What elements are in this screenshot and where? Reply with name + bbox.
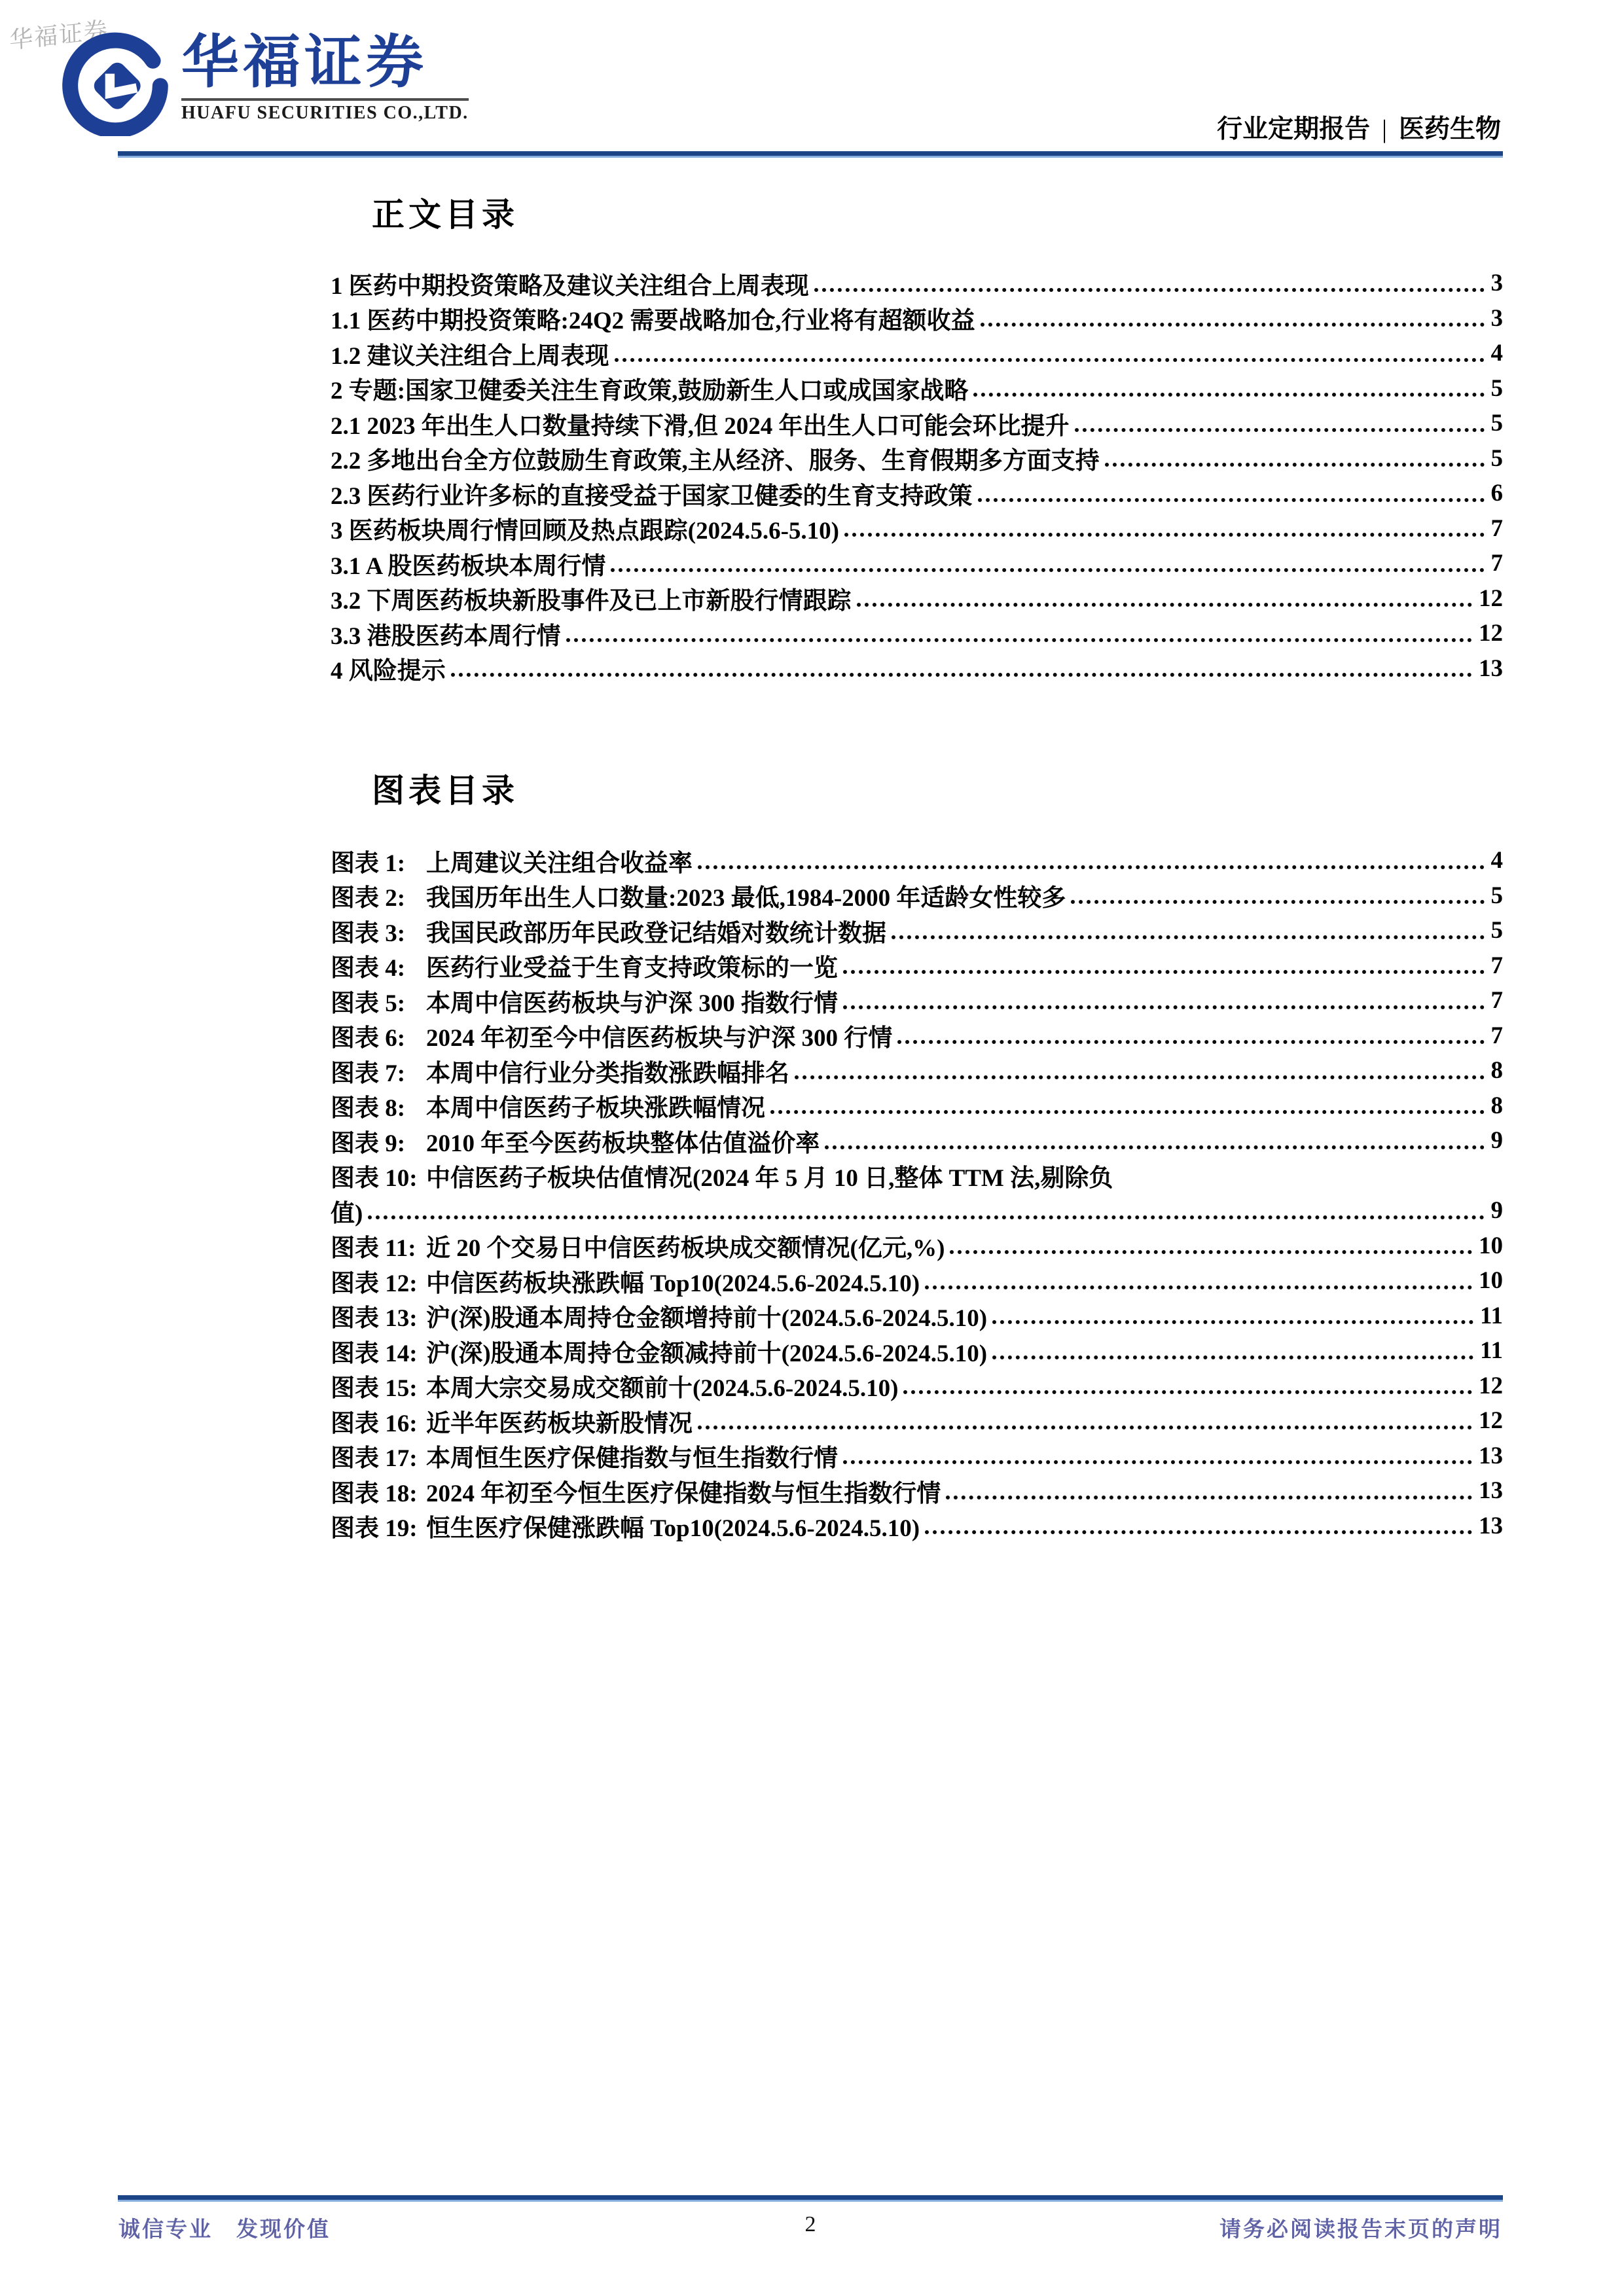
figure-entry-label: 图表 9: bbox=[331, 1130, 406, 1157]
figure-entry[interactable] bbox=[331, 983, 1503, 1018]
dot-leader bbox=[844, 533, 1485, 537]
figure-entry-label: 图表 7: bbox=[331, 1060, 406, 1087]
figure-entry[interactable] bbox=[331, 913, 1503, 948]
figure-entry-page: 10 bbox=[1479, 1232, 1503, 1259]
figure-entry[interactable] bbox=[331, 1158, 1503, 1194]
figure-entry-page: 12 bbox=[1479, 1407, 1503, 1435]
figure-entry[interactable] bbox=[331, 1369, 1503, 1404]
figure-entry-label: 图表 3: bbox=[331, 920, 406, 947]
toc-entry[interactable] bbox=[331, 651, 1503, 687]
figure-entry-page: 5 bbox=[1490, 882, 1503, 909]
figure-entry-page: 8 bbox=[1490, 1057, 1503, 1085]
dot-leader bbox=[897, 1040, 1484, 1044]
toc-entry-page: 5 bbox=[1490, 444, 1503, 472]
dot-leader bbox=[843, 970, 1485, 974]
figure-entry-text: 近 20 个交易日中信医药板块成交额情况(亿元,%) bbox=[426, 1235, 945, 1263]
dot-leader bbox=[566, 638, 1473, 642]
dot-leader bbox=[451, 673, 1472, 677]
dot-leader bbox=[892, 935, 1485, 939]
dot-leader bbox=[925, 1285, 1472, 1289]
figure-entry-text: 中信医药板块涨跌幅 Top10(2024.5.6-2024.5.10) bbox=[426, 1270, 920, 1297]
dot-leader bbox=[981, 323, 1485, 327]
toc-entry-text: 3.2 下周医药板块新股事件及已上市新股行情跟踪 bbox=[331, 588, 852, 615]
figure-entry-page: 5 bbox=[1490, 917, 1503, 944]
figure-entry-page: 13 bbox=[1479, 1442, 1503, 1469]
dot-leader bbox=[978, 498, 1485, 502]
toc-entry[interactable] bbox=[331, 406, 1503, 441]
dot-leader bbox=[992, 1320, 1473, 1324]
figure-entry-page: 11 bbox=[1480, 1337, 1503, 1365]
dot-leader bbox=[1105, 463, 1485, 467]
toc-entry[interactable] bbox=[331, 266, 1503, 301]
figure-entry-label: 图表 6: bbox=[331, 1025, 406, 1052]
dot-leader bbox=[698, 865, 1485, 869]
figure-entry-text: 2010 年至今医药板块整体估值溢价率 bbox=[426, 1130, 820, 1157]
figure-entry-label: 图表 15: bbox=[331, 1375, 418, 1403]
figure-entry-page: 11 bbox=[1480, 1302, 1503, 1329]
header-divider-light bbox=[118, 156, 1503, 158]
huafu-logo-swirl-icon bbox=[62, 31, 168, 136]
figure-entry-text: 本周大宗交易成交额前十(2024.5.6-2024.5.10) bbox=[426, 1375, 899, 1403]
toc-entry[interactable] bbox=[331, 546, 1503, 581]
figure-list-title: 图表目录 bbox=[372, 772, 518, 809]
toc-entry-page: 7 bbox=[1490, 550, 1503, 577]
figure-entry-text: 2024 年初至今中信医药板块与沪深 300 行情 bbox=[426, 1025, 893, 1052]
figure-entry-page: 8 bbox=[1490, 1092, 1503, 1119]
figure-entry-page: 13 bbox=[1479, 1512, 1503, 1539]
dot-leader bbox=[698, 1426, 1472, 1429]
figure-entry[interactable] bbox=[331, 1473, 1503, 1509]
figure-entry[interactable] bbox=[331, 1053, 1503, 1088]
toc-entry-text: 3.1 A 股医药板块本周行情 bbox=[331, 552, 606, 580]
toc-entry[interactable] bbox=[331, 371, 1503, 406]
figure-entry-text: 中信医药子板块估值情况(2024 年 5 月 10 日,整体 TTM 法,剔除负 bbox=[426, 1165, 1113, 1193]
figure-entry[interactable] bbox=[331, 1229, 1503, 1264]
toc-entry-page: 5 bbox=[1490, 410, 1503, 437]
dot-leader bbox=[843, 1005, 1485, 1009]
figure-entry[interactable] bbox=[331, 1088, 1503, 1124]
page-number: 2 bbox=[804, 2212, 816, 2236]
figure-entry-text: 本周中信医药子板块涨跌幅情况 bbox=[426, 1095, 765, 1122]
figure-entry[interactable] bbox=[331, 1509, 1503, 1544]
toc-entry[interactable] bbox=[331, 581, 1503, 617]
toc-entry-text: 3.3 港股医药本周行情 bbox=[331, 622, 561, 650]
figure-entry-label: 图表 10: bbox=[331, 1165, 418, 1193]
toc-entry-page: 13 bbox=[1479, 655, 1503, 682]
dot-leader bbox=[950, 1250, 1472, 1254]
figure-entry-page: 7 bbox=[1490, 952, 1503, 979]
report-type-label: 行业定期报告 bbox=[1217, 115, 1371, 143]
toc-entry-page: 4 bbox=[1490, 340, 1503, 367]
logo-divider bbox=[181, 98, 469, 101]
figure-entry-label: 图表 1: bbox=[331, 850, 406, 877]
toc-entry-page: 12 bbox=[1479, 620, 1503, 647]
figure-entry-label: 图表 14: bbox=[331, 1340, 418, 1367]
figure-entry-label: 图表 18: bbox=[331, 1480, 418, 1507]
dot-leader bbox=[368, 1215, 1484, 1219]
figure-entry[interactable] bbox=[331, 1263, 1503, 1299]
figure-entry[interactable] bbox=[331, 948, 1503, 984]
figure-entry-label: 图表 5: bbox=[331, 990, 406, 1017]
dot-leader bbox=[770, 1110, 1485, 1114]
toc-entry-text: 2 专题:国家卫健委关注生育政策,鼓励新生人口或成国家战略 bbox=[331, 378, 969, 405]
figure-entry[interactable] bbox=[331, 1439, 1503, 1474]
toc-entry-text: 1.1 医药中期投资策略:24Q2 需要战略加仓,行业将有超额收益 bbox=[331, 308, 975, 335]
toc-entry-text: 2.2 多地出台全方位鼓励生育政策,主从经济、服务、生育假期多方面支持 bbox=[331, 448, 1100, 475]
dot-leader bbox=[1075, 428, 1485, 432]
logo-cn-text: 华福证券 bbox=[181, 31, 428, 95]
figure-entry-text: 我国民政部历年民政登记结婚对数统计数据 bbox=[426, 920, 886, 947]
toc-entry-text: 2.3 医药行业许多标的直接受益于国家卫健委的生育支持政策 bbox=[331, 482, 973, 510]
figure-entry[interactable] bbox=[331, 843, 1503, 878]
toc-entry-page: 3 bbox=[1490, 304, 1503, 332]
figure-entry-page: 13 bbox=[1479, 1477, 1503, 1505]
dot-leader bbox=[925, 1530, 1472, 1534]
footer-divider-light bbox=[118, 2200, 1503, 2202]
figure-entry-text: 上周建议关注组合收益率 bbox=[426, 850, 693, 877]
report-category bbox=[1217, 109, 1501, 145]
figure-entry-page: 4 bbox=[1490, 847, 1503, 874]
figure-entry-text: 我国历年出生人口数量:2023 最低,1984-2000 年适龄女性较多 bbox=[426, 885, 1066, 912]
toc-entry[interactable] bbox=[331, 476, 1503, 511]
footer-disclaimer-notice: 请务必阅读报告末页的声明 bbox=[1219, 2218, 1502, 2242]
toc-entry-text: 2.1 2023 年出生人口数量持续下滑,但 2024 年出生人口可能会环比提升 bbox=[331, 412, 1070, 440]
figure-entry[interactable] bbox=[331, 878, 1503, 914]
toc-entry[interactable] bbox=[331, 441, 1503, 476]
corner-watermark: 华福证券 bbox=[9, 17, 109, 54]
dot-leader bbox=[825, 1145, 1484, 1149]
figure-entry-label: 图表 13: bbox=[331, 1305, 418, 1333]
dot-leader bbox=[795, 1075, 1485, 1079]
toc-entry[interactable] bbox=[331, 616, 1503, 651]
figure-entry-text: 本周中信医药板块与沪深 300 指数行情 bbox=[426, 990, 838, 1017]
toc-entry-text: 1 医药中期投资策略及建议关注组合上周表现 bbox=[331, 272, 809, 300]
figure-entry-page: 9 bbox=[1490, 1127, 1503, 1155]
toc-title: 正文目录 bbox=[372, 196, 518, 233]
figure-entry-label: 图表 17: bbox=[331, 1445, 418, 1473]
figure-entry-text: 2024 年初至今恒生医疗保健指数与恒生指数行情 bbox=[426, 1480, 941, 1507]
toc-entry-page: 3 bbox=[1490, 270, 1503, 297]
dot-leader bbox=[946, 1496, 1472, 1499]
figure-entry-continuation[interactable] bbox=[331, 1193, 1503, 1229]
figure-entry[interactable] bbox=[331, 1018, 1503, 1054]
category-separator: | bbox=[1382, 115, 1387, 143]
figure-entry-label: 图表 2: bbox=[331, 885, 406, 912]
figure-entry-text: 近半年医药板块新股情况 bbox=[426, 1410, 693, 1437]
dot-leader bbox=[843, 1460, 1472, 1464]
industry-label: 医药生物 bbox=[1398, 115, 1501, 143]
figure-entry-page: 7 bbox=[1490, 1022, 1503, 1049]
dot-leader bbox=[857, 603, 1473, 607]
figure-entry-text: 本周中信行业分类指数涨跌幅排名 bbox=[426, 1060, 789, 1087]
dot-leader bbox=[1071, 900, 1484, 904]
logo-en-text: HUAFU SECURITIES CO.,LTD. bbox=[181, 103, 469, 123]
figure-entry-text: 值) bbox=[331, 1200, 363, 1227]
toc-entry[interactable] bbox=[331, 301, 1503, 336]
toc-entry-page: 5 bbox=[1490, 374, 1503, 402]
figure-entry-label: 图表 12: bbox=[331, 1270, 418, 1297]
toc-entry-text: 4 风险提示 bbox=[331, 658, 446, 685]
footer-row bbox=[118, 2212, 1502, 2243]
header-divider bbox=[118, 151, 1503, 158]
figure-entry-label: 图表 8: bbox=[331, 1095, 406, 1122]
header-divider-dark bbox=[118, 151, 1503, 156]
toc-list bbox=[331, 266, 1503, 686]
figure-entry-label: 图表 11: bbox=[331, 1235, 416, 1263]
figure-entry-text: 本周恒生医疗保健指数与恒生指数行情 bbox=[426, 1445, 838, 1473]
logo-text-block bbox=[181, 31, 469, 124]
toc-entry-text: 3 医药板块周行情回顾及热点跟踪(2024.5.6-5.10) bbox=[331, 518, 839, 545]
dot-leader bbox=[992, 1355, 1473, 1359]
toc-entry-page: 12 bbox=[1479, 584, 1503, 612]
figure-entry-page: 10 bbox=[1479, 1267, 1503, 1295]
dot-leader bbox=[615, 358, 1485, 362]
figure-entry[interactable] bbox=[331, 1123, 1503, 1158]
toc-entry-page: 7 bbox=[1490, 514, 1503, 542]
figure-entry-page: 12 bbox=[1479, 1372, 1503, 1399]
figure-entry-page: 9 bbox=[1490, 1197, 1503, 1225]
figure-entry[interactable] bbox=[331, 1333, 1503, 1369]
figure-entry-label: 图表 4: bbox=[331, 955, 406, 982]
figure-entry-text: 恒生医疗保健涨跌幅 Top10(2024.5.6-2024.5.10) bbox=[426, 1515, 920, 1543]
figure-entry-text: 沪(深)股通本周持仓金额增持前十(2024.5.6-2024.5.10) bbox=[426, 1305, 988, 1333]
toc-entry-page: 6 bbox=[1490, 480, 1503, 507]
figure-list bbox=[331, 843, 1503, 1543]
dot-leader bbox=[903, 1390, 1472, 1394]
footer-divider-dark bbox=[118, 2195, 1503, 2200]
toc-entry[interactable] bbox=[331, 336, 1503, 371]
footer-slogan: 诚信专业 发现价值 bbox=[118, 2218, 331, 2242]
figure-entry[interactable] bbox=[331, 1299, 1503, 1334]
footer-divider bbox=[118, 2195, 1503, 2202]
figure-entry-page: 7 bbox=[1490, 987, 1503, 1014]
huafu-logo bbox=[62, 31, 469, 136]
dot-leader bbox=[814, 288, 1485, 292]
dot-leader bbox=[611, 568, 1484, 572]
figure-entry-label: 图表 19: bbox=[331, 1515, 418, 1543]
toc-entry-text: 1.2 建议关注组合上周表现 bbox=[331, 342, 609, 370]
dot-leader bbox=[973, 393, 1484, 397]
figure-entry[interactable] bbox=[331, 1403, 1503, 1439]
figure-entry-label: 图表 16: bbox=[331, 1410, 418, 1437]
figure-entry-text: 沪(深)股通本周持仓金额减持前十(2024.5.6-2024.5.10) bbox=[426, 1340, 988, 1367]
figure-entry-text: 医药行业受益于生育支持政策标的一览 bbox=[426, 955, 838, 982]
toc-entry[interactable] bbox=[331, 511, 1503, 547]
